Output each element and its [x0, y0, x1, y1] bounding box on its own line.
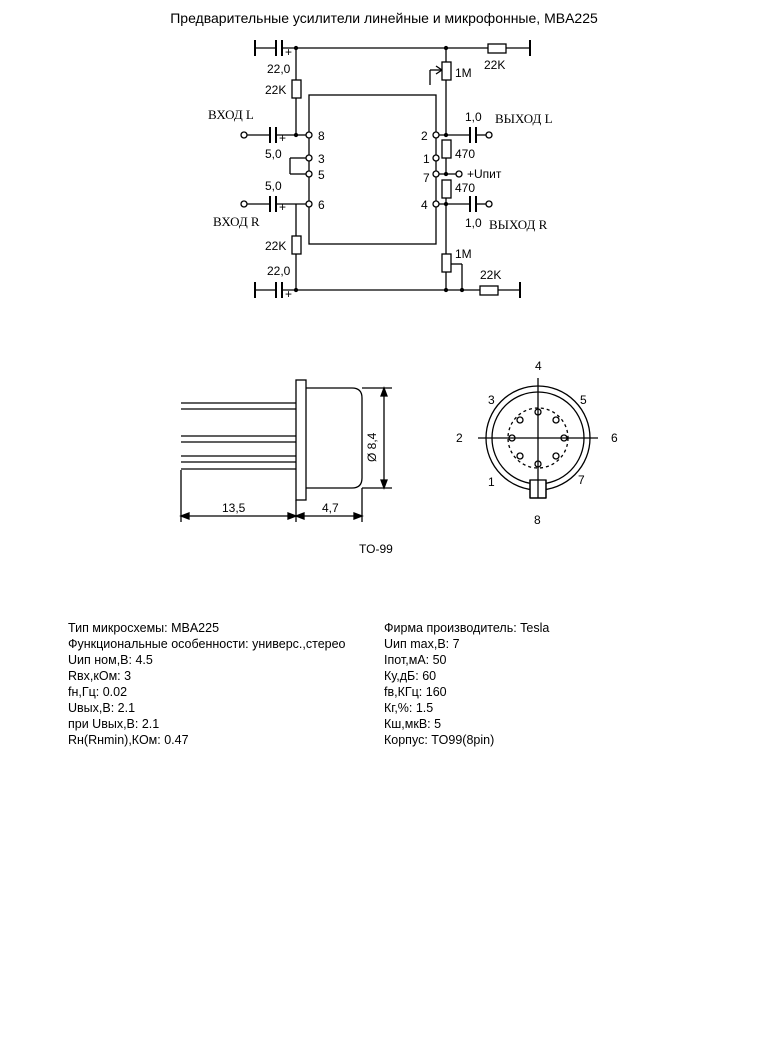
package-name: TO-99: [359, 542, 393, 556]
spec-line: Функциональные особенности: универс.,стерео: [68, 637, 346, 651]
cap-out-r-label: 1,0: [465, 216, 482, 230]
supply-label: +Uпит: [467, 167, 502, 181]
resistor-top-right: [488, 44, 506, 53]
dim-diameter-label: Ø 8,4: [365, 432, 379, 462]
spec-line: Rн(Rнmin),КОм: 0.47: [68, 733, 189, 747]
package-side-view: [181, 380, 392, 522]
pot-top-label: 1M: [455, 66, 472, 80]
spec-line: Uип ном,В: 4.5: [68, 653, 153, 667]
pot-bottom-label: 1M: [455, 247, 472, 261]
pin-7-label: 7: [423, 171, 430, 185]
plus-sign: +: [285, 287, 293, 301]
res-bottom-left-label: 22K: [265, 239, 287, 253]
pin-4-label: 4: [421, 198, 428, 212]
spec-line: fв,КГц: 160: [384, 685, 447, 699]
spec-line: Uвых,В: 2.1: [68, 701, 136, 715]
cap-in-r-label: 5,0: [265, 179, 282, 193]
dim-body-label: 4,7: [322, 501, 339, 515]
output-r-label: ВЫХОД R: [489, 217, 548, 232]
res-top-right-label: 22K: [484, 58, 506, 72]
pkg-pin-2: 2: [456, 431, 463, 445]
pkg-pin-7: 7: [578, 473, 585, 487]
input-l-label: ВХОД L: [208, 107, 254, 122]
spec-line: при Uвых,В: 2.1: [68, 717, 160, 731]
res-470-top-label: 470: [455, 147, 476, 161]
potentiometer-top: [442, 62, 451, 80]
pin-3-label: 3: [318, 152, 325, 166]
plus-sign: +: [279, 131, 287, 145]
pkg-pin-8: 8: [534, 513, 541, 527]
pkg-pin-6: 6: [611, 431, 618, 445]
cap-in-l-label: 5,0: [265, 147, 282, 161]
spec-line: Кг,%: 1.5: [384, 701, 434, 715]
spec-line: fн,Гц: 0.02: [68, 685, 128, 699]
pin-1-label: 1: [423, 152, 430, 166]
res-bottom-right-label: 22K: [480, 268, 502, 282]
resistor-470-bottom: [442, 180, 451, 198]
pkg-pin-1: 1: [488, 475, 495, 489]
spec-line: Кш,мкВ: 5: [384, 717, 442, 731]
spec-line: Uип max,В: 7: [384, 637, 460, 651]
resistor-bottom-right: [480, 286, 498, 295]
plus-sign: +: [279, 200, 287, 214]
pin-2-label: 2: [421, 129, 428, 143]
spec-line: Тип микросхемы: MBA225: [68, 621, 220, 635]
dim-lead-label: 13,5: [222, 501, 246, 515]
output-l-label: ВЫХОД L: [495, 111, 553, 126]
plus-sign: +: [285, 45, 293, 59]
resistor-bottom-left: [292, 236, 301, 254]
ic-body: [309, 95, 436, 244]
cap-bottom-label: 22,0: [267, 264, 291, 278]
pin-8-label: 8: [318, 129, 325, 143]
spec-line: Ку,дБ: 60: [384, 669, 437, 683]
pkg-pin-4: 4: [535, 359, 542, 373]
res-470-bottom-label: 470: [455, 181, 476, 195]
cap-out-l-label: 1,0: [465, 110, 482, 124]
spec-line: Корпус: TO99(8pin): [384, 733, 495, 747]
spec-line: Iпот,мА: 50: [384, 653, 447, 667]
cap-top-label: 22,0: [267, 62, 291, 76]
specs-left-column: [68, 620, 346, 748]
pin-6-label: 6: [318, 198, 325, 212]
resistor-top-left: [292, 80, 301, 98]
pkg-pin-3: 3: [488, 393, 495, 407]
input-r-label: ВХОД R: [213, 214, 260, 229]
pkg-pin-5: 5: [580, 393, 587, 407]
potentiometer-bottom: [442, 254, 451, 272]
resistor-470-top: [442, 140, 451, 158]
spec-line: Rвх,кОм: 3: [68, 669, 132, 683]
res-top-left-label: 22K: [265, 83, 287, 97]
spec-line: Фирма производитель: Tesla: [384, 621, 550, 635]
pin-5-label: 5: [318, 168, 325, 182]
page-title: Предварительные усилители линейные и микрофонные, MBA225: [170, 10, 598, 26]
specs-right-column: [384, 620, 549, 748]
